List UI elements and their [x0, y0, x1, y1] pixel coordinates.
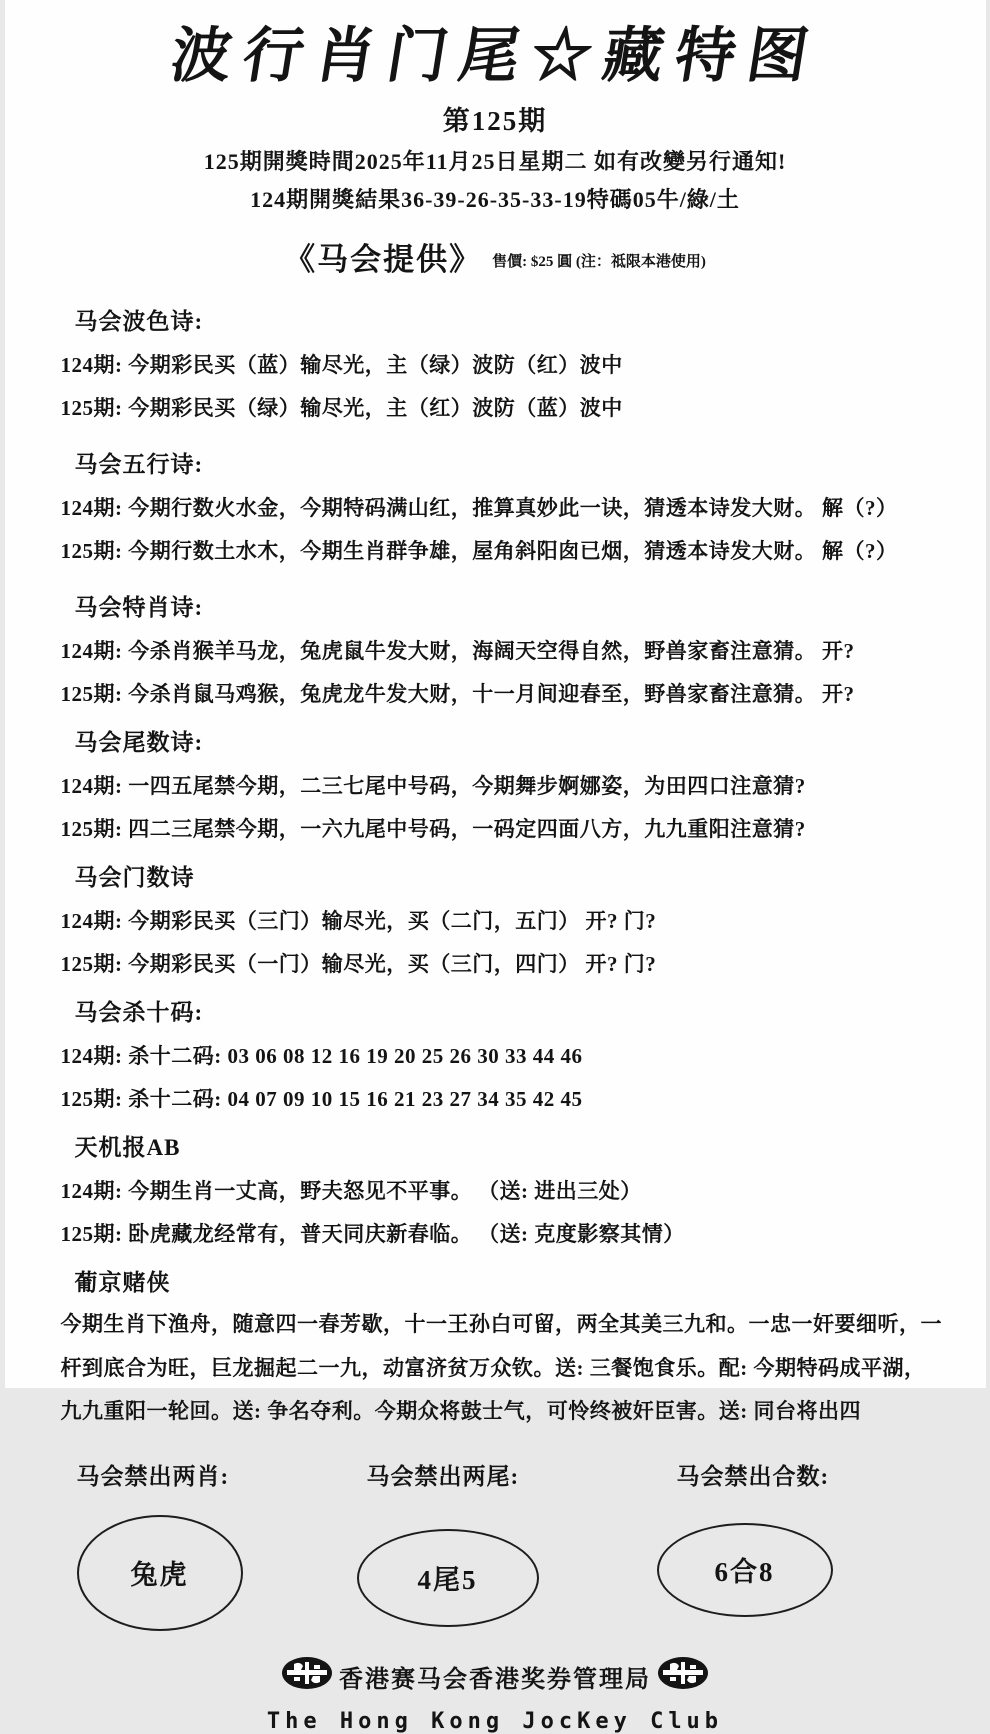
- draw-time-notice: 125期開獎時間2025年11月25日星期二 如有改變另行通知!: [203, 149, 787, 174]
- section-heading: 葡京赌侠: [74, 1270, 171, 1295]
- hkjc-emblem-icon: [281, 1656, 333, 1697]
- previous-result-line: 124期開獎結果36-39-26-35-33-19特碼05牛/綠/土: [250, 187, 740, 212]
- poem-line: 125期: 卧虎藏龙经常有，普天同庆新春临。 （送: 克度影察其情）: [60, 1222, 685, 1246]
- section-texiao-poem: [61, 589, 956, 708]
- paragraph-line: 九九重阳一轮回。送: 争名夺利。今期众将鼓士气，可怜终被奸臣害。送: 同台将出四: [60, 1399, 861, 1424]
- page-title: 波行肖门尾☆藏特图: [165, 23, 825, 89]
- forbidden-sum-label: 马会禁出合数:: [676, 1463, 830, 1489]
- hkjc-emblem-icon: [657, 1656, 709, 1697]
- poem-line: 124期: 今期彩民买（蓝）输尽光，主（绿）波防（红）波中: [60, 353, 623, 377]
- forbidden-sum-group: [677, 1458, 833, 1617]
- section-heading: 马会尾数诗:: [74, 730, 204, 755]
- lottery-tip-sheet: [5, 0, 986, 1734]
- footer: [5, 1656, 986, 1734]
- section-menshu-poem: [61, 859, 956, 978]
- provider-label: 《马会提供》: [284, 242, 483, 277]
- section-heading: 马会波色诗:: [74, 309, 204, 334]
- poem-line: 124期: 一四五尾禁今期，二三七尾中号码，今期舞步婀娜姿，为田四口注意猜?: [60, 774, 806, 798]
- paragraph-line: 杆到底合为旺，巨龙掘起二一九，动富济贫万众钦。送: 三餐饱食乐。配: 今期特码成平湖，: [60, 1355, 926, 1380]
- poem-line: 124期: 今期生肖一丈高，野夫怒见不平事。 （送: 进出三处）: [60, 1179, 642, 1203]
- section-heading: 天机报AB: [74, 1135, 181, 1160]
- forbidden-tail-label: 马会禁出两尾:: [366, 1463, 520, 1489]
- forbidden-tail-group: [367, 1458, 539, 1627]
- poem-line: 124期: 今杀肖猴羊马龙，兔虎鼠牛发大财，海阔天空得自然，野兽家畜注意猜。 开?: [60, 639, 855, 663]
- provider-row: [5, 234, 986, 279]
- section-heading: 马会五行诗:: [74, 452, 204, 477]
- poem-line: 125期: 今期彩民买（绿）输尽光，主（红）波防（蓝）波中: [60, 396, 623, 420]
- forbidden-zodiac-group: [77, 1458, 243, 1631]
- poem-line: 125期: 四二三尾禁今期，一六九尾中号码，一码定四面八方，九九重阳注意猜?: [60, 817, 806, 841]
- poem-line: 125期: 今期行数土水木，今期生肖群争雄，屋角斜阳囱已烟，猜透本诗发大财。 解（?）: [60, 539, 898, 563]
- poem-line: 125期: 今杀肖鼠马鸡猴，兔虎龙牛发大财，十一月间迎春至，野兽家畜注意猜。 开?: [60, 682, 855, 706]
- section-bose-poem: [61, 303, 956, 422]
- forbidden-zodiac-value: 兔虎: [77, 1515, 243, 1631]
- footer-org-en: The Hong Kong JocKey Club: [266, 1708, 724, 1734]
- forbidden-sum-value: 6合8: [657, 1523, 833, 1617]
- section-pujing-duxia: [61, 1264, 956, 1428]
- section-heading: 马会门数诗: [74, 865, 195, 890]
- price-note: 售價: $25 圓 (注：祗限本港使用): [492, 254, 706, 270]
- section-wuxing-poem: [61, 446, 956, 565]
- footer-org-cn: 香港赛马会香港奖券管理局: [339, 1666, 651, 1693]
- poem-line: 124期: 今期行数火水金，今期特码满山红，推算真妙此一诀，猜透本诗发大财。 解（?）: [60, 496, 898, 520]
- forbidden-zodiac-label: 马会禁出两肖:: [76, 1463, 230, 1489]
- poem-line: 125期: 今期彩民买（一门）输尽光，买（三门，四门） 开? 门?: [60, 952, 657, 976]
- issue-number: 第125期: [442, 106, 548, 136]
- section-weishu-poem: [61, 724, 956, 843]
- forbidden-tail-value: 4尾5: [357, 1529, 539, 1627]
- section-tianjibao: [61, 1129, 956, 1248]
- forbidden-row: [5, 1458, 986, 1650]
- kill-codes-line: 124期: 杀十二码: 03 06 08 12 16 19 20 25 26 30 33 44 46: [60, 1044, 583, 1068]
- kill-codes-line: 125期: 杀十二码: 04 07 09 10 15 16 21 23 27 34 35 42 45: [60, 1087, 583, 1111]
- poem-line: 124期: 今期彩民买（三门）输尽光，买（二门，五门） 开? 门?: [60, 909, 657, 933]
- footer-org-row: [5, 1656, 986, 1697]
- section-heading: 马会杀十码:: [74, 1000, 204, 1025]
- paragraph-line: 今期生肖下渔舟，随意四一春芳歇，十一王孙白可留，两全其美三九和。一忠一奸要细听，一: [60, 1312, 942, 1336]
- section-kill-codes: [61, 994, 956, 1113]
- section-heading: 马会特肖诗:: [74, 595, 204, 620]
- poems-content: [61, 303, 956, 1428]
